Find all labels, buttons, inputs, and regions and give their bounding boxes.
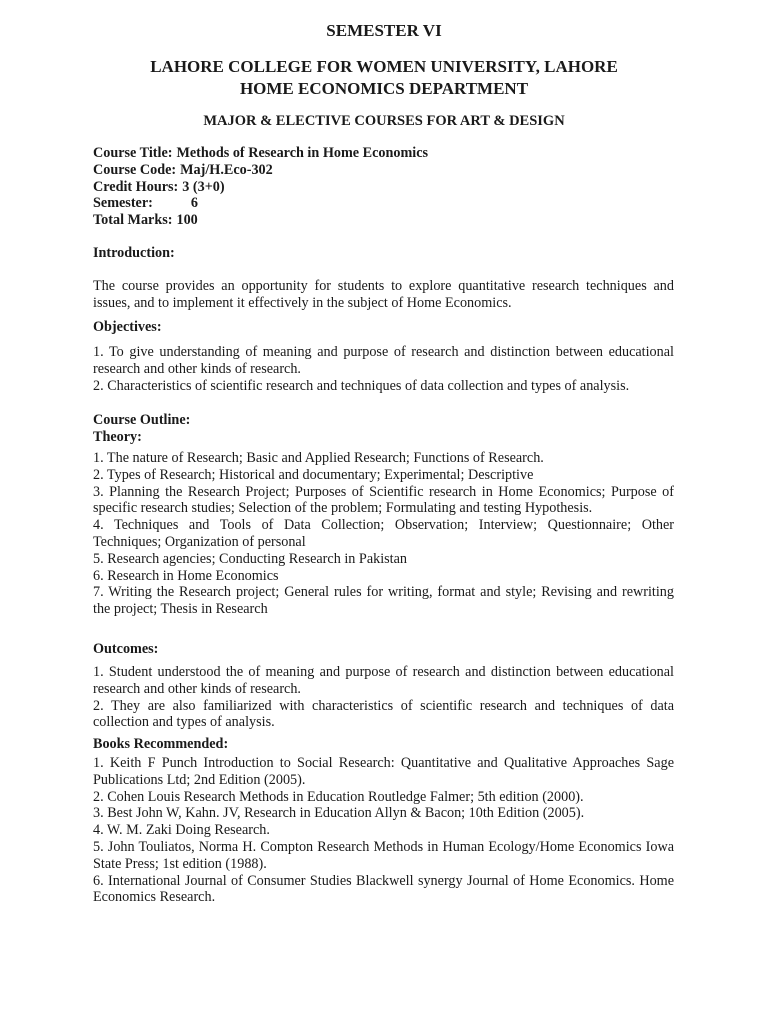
course-title-row [93, 145, 674, 162]
list-item: 4. Techniques and Tools of Data Collection; Observation; Interview; Questionnaire; Other Techniques; Organization of personal [93, 517, 674, 550]
introduction-text: The course provides an opportunity for students to explore quantitative research techniques and issues, and to implement it effectively in the subject of Home Economics. [93, 278, 674, 311]
list-item: 6. Research in Home Economics [93, 567, 279, 584]
objectives-list [93, 344, 674, 394]
university-name: LAHORE COLLEGE FOR WOMEN UNIVERSITY, LAHORE [150, 57, 618, 76]
credit-hours-label: Credit Hours: [93, 178, 179, 195]
course-title-value: Methods of Research in Home Economics [176, 145, 429, 161]
course-code-row [93, 162, 674, 179]
course-title-label: Course Title: [93, 145, 173, 161]
credit-hours-value: 3 (3+0) [182, 178, 225, 195]
list-item: 2. Cohen Louis Research Methods in Education Routledge Falmer; 5th edition (2000). [93, 788, 584, 805]
list-item: 3. Planning the Research Project; Purposes of Scientific research in Home Economics; Purpose of specific research studies; Selection of the problem; Formulating and testing Hypothesis. [93, 483, 674, 517]
books-heading: Books Recommended: [93, 736, 229, 752]
list-item: 5. John Touliatos, Norma H. Compton Research Methods in Human Ecology/Home Economics Iowa State Press; 1st edition (1988). [93, 838, 674, 872]
objectives-heading: Objectives: [93, 319, 162, 335]
list-item: 1. The nature of Research; Basic and Applied Research; Functions of Research. [93, 450, 544, 466]
theory-heading: Theory: [93, 429, 142, 445]
books-list [93, 755, 674, 906]
outcomes-heading: Outcomes: [93, 641, 159, 657]
list-item: 2. They are also familiarized with characteristics of scientific research and techniques of data collection and types of analysis. [93, 697, 674, 731]
course-code-label: Course Code: [93, 161, 177, 178]
introduction-heading: Introduction: [93, 245, 175, 261]
course-info [93, 145, 674, 229]
list-item: 5. Research agencies; Conducting Research in Pakistan [93, 550, 408, 567]
outcomes-list [93, 664, 674, 731]
semester-title: SEMESTER VI [326, 21, 442, 40]
total-marks-value: 100 [176, 212, 198, 229]
list-item: 1. Keith F Punch Introduction to Social Research: Quantitative and Qualitative Approaches Sage Publications Ltd; 2nd Edition (2005). [93, 755, 674, 788]
list-item: 2. Characteristics of scientific research and techniques of data collection and types of analysis. [93, 377, 630, 394]
semester-label: Semester: [93, 195, 153, 212]
semester-row [93, 195, 674, 212]
list-item: 3. Best John W, Kahn. JV, Research in Education Allyn & Bacon; 10th Edition (2005). [93, 805, 585, 822]
course-category: MAJOR & ELECTIVE COURSES FOR ART & DESIGN [203, 113, 565, 129]
course-code-value: Maj/H.Eco-302 [180, 161, 273, 178]
list-item: 2. Types of Research; Historical and documentary; Experimental; Descriptive [93, 466, 534, 483]
list-item: 4. W. M. Zaki Doing Research. [93, 822, 270, 839]
list-item: 1. Student understood the of meaning and purpose of research and distinction between educational research and other kinds of research. [93, 664, 674, 697]
total-marks-label: Total Marks: [93, 212, 173, 229]
total-marks-row [93, 212, 674, 229]
list-item: 7. Writing the Research project; General rules for writing, format and style; Revising and rewriting the project; Thesis in Research [93, 584, 674, 618]
credit-hours-row [93, 179, 674, 196]
course-outline-heading: Course Outline: [93, 412, 191, 428]
department-name: HOME ECONOMICS DEPARTMENT [239, 79, 529, 98]
course-outline-list [93, 450, 674, 618]
semester-value: 6 [190, 195, 198, 212]
list-item: 6. International Journal of Consumer Studies Blackwell synergy Journal of Home Economics. Home Economics Research. [93, 872, 674, 906]
list-item: 1. To give understanding of meaning and purpose of research and distinction between educational research and other kinds of research. [93, 344, 674, 377]
